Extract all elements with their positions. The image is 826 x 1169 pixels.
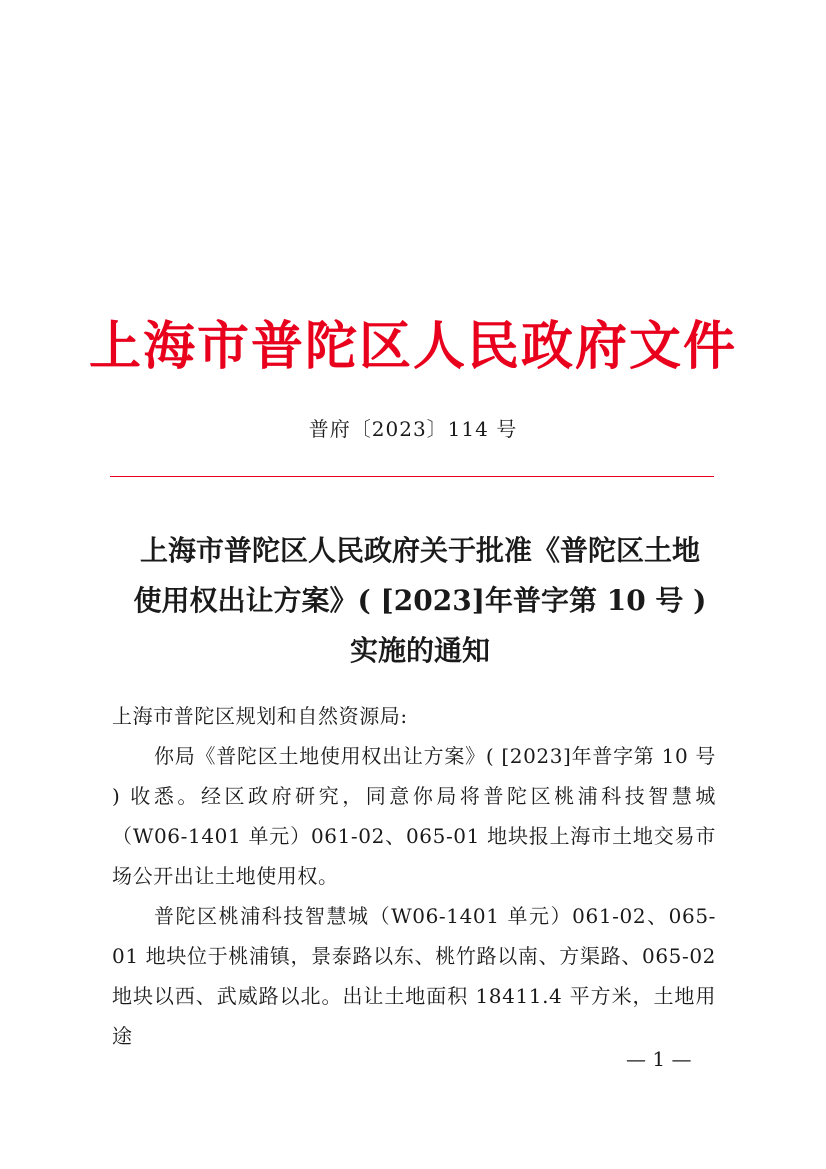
title-line-2: 使用权出让方案》( [2023]年普字第 10 号 ) (133, 584, 707, 617)
page-number: — 1 — (626, 1047, 692, 1071)
addressee: 上海市普陀区规划和自然资源局: (112, 704, 408, 728)
document-body (112, 696, 716, 1056)
body-paragraph-2: 普陀区桃浦科技智慧城（W06-1401 单元）061-02、065-01 地块位于桃浦镇，景泰路以东、桃竹路以南、方渠路、065-02 地块以西、武威路以北。出让土地面积 18411.4 平方米，土地用途 (112, 904, 716, 1048)
title-line-1: 上海市普陀区人民政府关于批准《普陀区土地 (139, 534, 700, 567)
document-number: 普府〔2023〕114 号 (308, 417, 518, 441)
issuer-header: 上海市普陀区人民政府文件 (88, 316, 737, 377)
red-divider (110, 476, 714, 477)
body-paragraph-1: 你局《普陀区土地使用权出让方案》( [2023]年普字第 10 号 ) 收悉。经区政府研究，同意你局将普陀区桃浦科技智慧城（W06-1401 单元）061-02、065-01 地块报上海市土地交易市场公开出让土地使用权。 (112, 744, 716, 888)
title-line-3: 实施的通知 (349, 634, 490, 667)
document-title (100, 526, 740, 676)
